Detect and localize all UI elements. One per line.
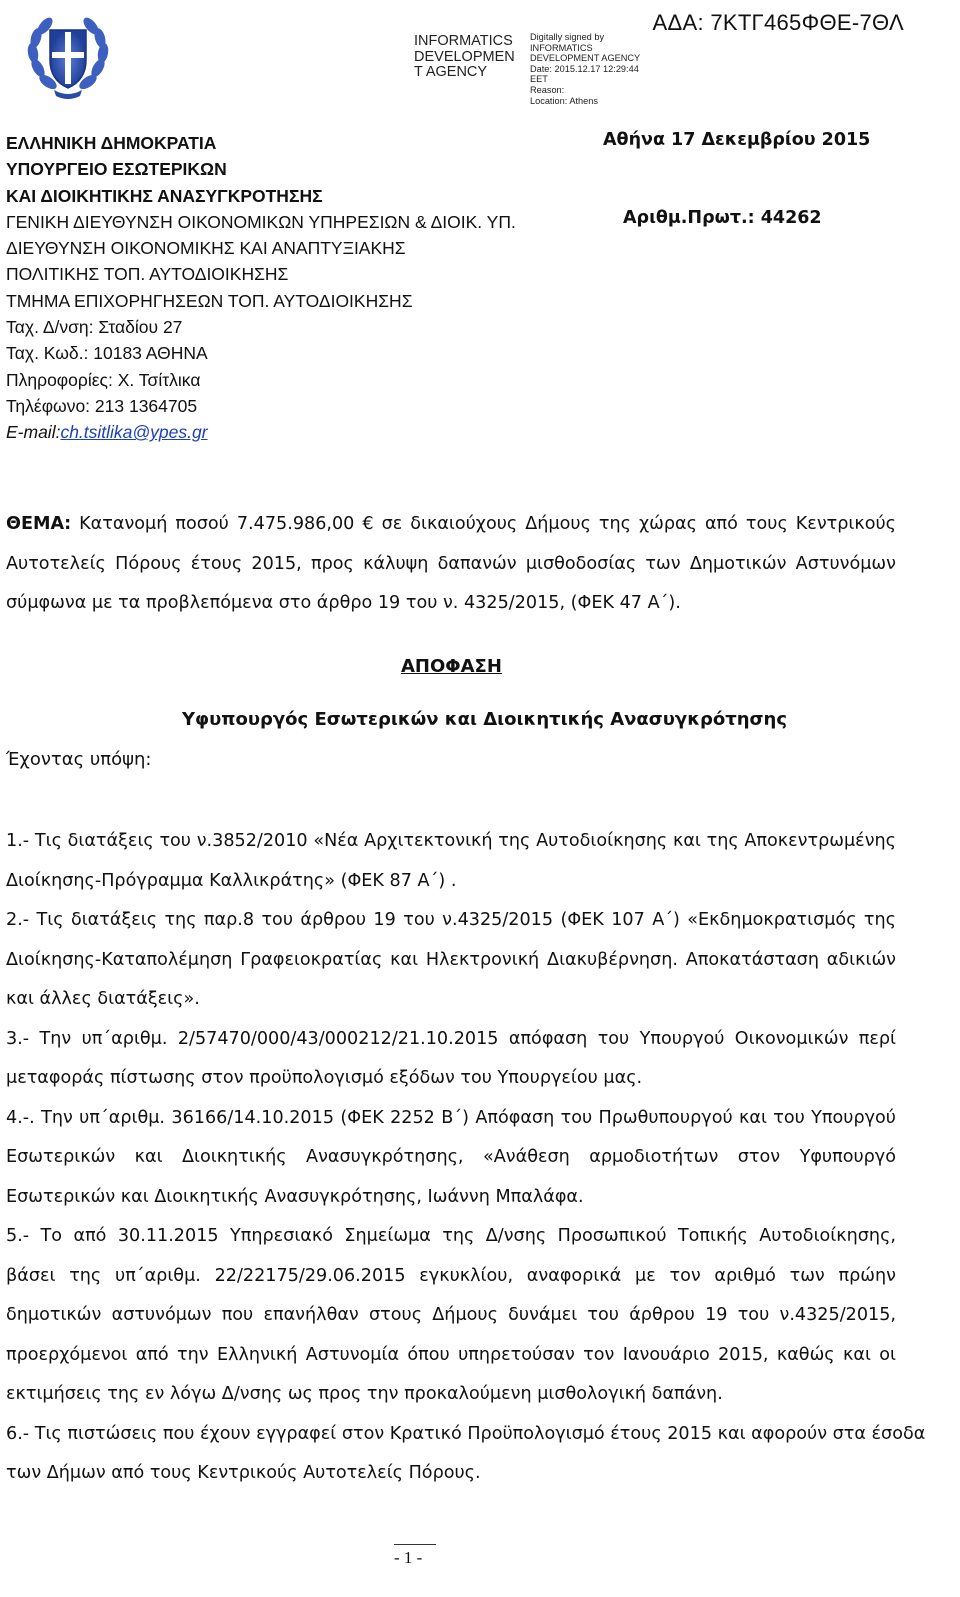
consideration-line: 3.- Την υπ΄αριθμ. 2/57470/000/43/000212/21.10.2015 απόφαση του Υπουργού Οικονομικών περί [6,1028,896,1049]
subject-line: Αυτοτελείς Πόρους έτους 2015, προς κάλυψη δαπανών μισθοδοσίας των Δημοτικών Αστυνόμων [6,553,896,574]
consideration-line: δημοτικών αστυνόμων που επανήλθαν στους Δήμους δυνάμει του άρθρου 19 του ν.4325/2015, [6,1305,896,1325]
consideration-line: 2.- Τις διατάξεις της παρ.8 του άρθρου 19 του ν.4325/2015 (ΦΕΚ 107 Α΄) «Εκδημοκρατισμός της [6,910,896,930]
email-link[interactable]: ch.tsitlika@ypes.gr [60,422,208,443]
sender-line: Τηλέφωνο: 213 1364705 [6,395,198,416]
protocol-number: Αριθμ.Πρωτ.: 44262 [623,208,822,228]
consideration-line: εκτιμήσεις της εν λόγω Δ/νσης ως προς την προκαλούμενη μισθολογική δαπάνη. [6,1384,723,1404]
consideration-line: βάσει της υπ΄αριθμ. 22/22175/29.06.2015 εγκυκλίου, αναφορικά με τον αριθμό των πρώην [6,1265,896,1286]
sender-line: ΤΜΗΜΑ ΕΠΙΧΟΡΗΓΗΣΕΩΝ ΤΟΠ. ΑΥΤΟΔΙΟΙΚΗΣΗΣ [6,290,413,311]
signature-detail-line: Digitally signed by [530,32,605,42]
subject-label: ΘΕΜΑ: [6,514,72,534]
footer-rule [394,1544,436,1545]
page-number: - 1 - [394,1548,423,1567]
signer-name-line: T AGENCY [414,64,488,80]
consideration-line: προερχόμενοι από την Ελληνική Αστυνομία όπου υπηρετούσαν τον Ιανουάριο 2015, καθώς και οι [6,1344,896,1365]
consideration-line: 4.-. Την υπ΄αριθμ. 36166/14.10.2015 (ΦΕΚ 2252 Β΄) Απόφαση του Πρωθυπουργού και του Υπουργού [6,1107,896,1128]
consideration-line: 5.- Το από 30.11.2015 Υπηρεσιακό Σημείωμα της Δ/νσης Προσωπικού Τοπικής Αυτοδιοίκησης, [6,1226,896,1246]
consideration-line: Διοίκησης-Πρόγραμμα Καλλικράτης» (ΦΕΚ 87 Α΄) . [6,870,457,891]
subject-line [6,505,896,545]
document-date: Αθήνα 17 Δεκεμβρίου 2015 [603,130,871,150]
signature-details [530,32,640,106]
signer-name [414,34,515,81]
consideration-line: Εσωτερικών και Διοικητικής Ανασυγκρότησης, «Ανάθεση αρμοδιοτήτων στον Υφυπουργό [6,1147,896,1167]
sender-line: ΠΟΛΙΤΙΚΗΣ ΤΟΠ. ΑΥΤΟΔΙΟΙΚΗΣΗΣ [6,264,289,285]
having-regard: Έχοντας υπόψη: [6,749,152,770]
signature-detail-line: Date: 2015.12.17 12:29:44 [530,63,639,74]
signer-name-line: DEVELOPMEN [414,48,515,65]
consideration-line: Διοίκησης-Καταπολέμηση Γραφειοκρατίας και Ηλεκτρονική Διακυβέρνηση. Αποκατάσταση αδικιών [6,949,896,970]
minister-title: Υφυπουργός Εσωτερικών και Διοικητικής Ανασυγκρότησης [182,709,788,730]
signature-detail-line: DEVELOPMENT AGENCY [530,53,641,64]
decision-title: ΑΠΟΦΑΣΗ [401,656,502,677]
signature-detail-line: Reason: [530,84,565,95]
consideration-line: μεταφοράς πίστωσης στον προϋπολογισμό εξόδων του Υπουργείου μας. [6,1068,643,1088]
sender-line: ΕΛΛΗΝΙΚΗ ΔΗΜΟΚΡΑΤΙΑ [6,133,217,153]
ada-code: ΑΔΑ: 7ΚΤΓ465ΦΘΕ-7ΘΛ [652,10,904,35]
email-line [6,419,516,445]
consideration-line: 6.- Τις πιστώσεις που έχουν εγγραφεί στον Κρατικό Προϋπολογισμό έτους 2015 και αφορούν στα έσοδα [6,1423,926,1444]
coat-of-arms-logo [20,8,116,104]
subject-text: Κατανομή ποσού 7.475.986,00 € σε δικαιούχους Δήμους της χώρας από τους Κεντρικούς [71,514,896,534]
sender-line: Πληροφορίες: Χ. Τσίτλικα [6,369,201,390]
sender-line: Ταχ. Κωδ.: 10183 ΑΘΗΝΑ [6,343,208,364]
consideration-line: των Δήμων από τους Κεντρικούς Αυτοτελείς Πόρους. [6,1463,481,1483]
signer-name-line: INFORMATICS [414,33,513,49]
sender-line: ΓΕΝΙΚΗ ΔΙΕΥΘΥΝΣΗ ΟΙΚΟΝΟΜΙΚΩΝ ΥΠΗΡΕΣΙΩΝ & ΔΙΟΙΚ. ΥΠ. [6,211,516,232]
sender-line: ΔΙΕΥΘΥΝΣΗ ΟΙΚΟΝΟΜΙΚΗΣ ΚΑΙ ΑΝΑΠΤΥΞΙΑΚΗΣ [6,238,406,259]
consideration-line: 1.- Τις διατάξεις του ν.3852/2010 «Νέα Αρχιτεκτονική της Αυτοδιοίκησης και της Αποκεντρωμένης [6,831,896,851]
subject-paragraph [6,505,896,624]
consideration-line: Εσωτερικών και Διοικητικής Ανασυγκρότησης, Ιωάννη Μπαλάφα. [6,1186,584,1207]
considerations-list [6,822,926,1494]
consideration-line: και άλλες διατάξεις». [6,989,200,1009]
signature-detail-line: Location: Athens [530,95,598,106]
signature-detail-line: INFORMATICS [530,42,593,53]
sender-line: ΥΠΟΥΡΓΕΙΟ ΕΣΩΤΕΡΙΚΩΝ [6,159,227,180]
subject-line: σύμφωνα με τα προβλεπόμενα στο άρθρο 19 του ν. 4325/2015, (ΦΕΚ 47 Α΄). [6,593,681,613]
sender-line: ΚΑΙ ΔΙΟΙΚΗΤΙΚΗΣ ΑΝΑΣΥΓΚΡΟΤΗΣΗΣ [6,185,323,206]
signature-detail-line: EET [530,74,548,85]
email-label: E-mail: [6,422,61,443]
sender-block [6,130,516,446]
sender-line: Ταχ. Δ/νση: Σταδίου 27 [6,317,183,338]
